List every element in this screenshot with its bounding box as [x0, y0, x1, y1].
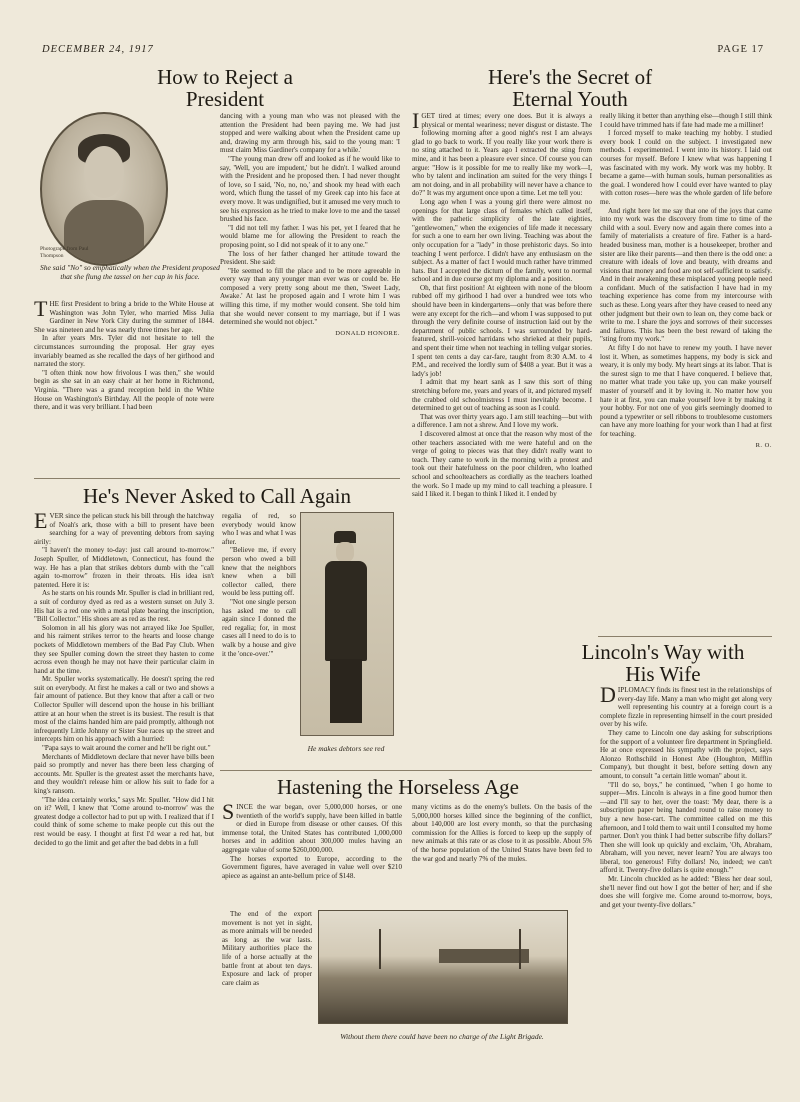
photo-credit: Photograph from Paul Thompson [40, 246, 89, 259]
paragraph: Solomon in all his glory was not arrayed like Joe Spuller, and his raiment strikes terror to the hearts and loose change pockets of Middletown members of the Bad Pay Club. When they see Spuller coming down the street they hasten to come across even though he may not have their particular claim in hand at the time. [34, 623, 214, 675]
bill-collector-photo [300, 512, 394, 736]
paragraph: "Believe me, if every person who owed a bill knew that the neighbors knew when a bill collector called, there would be less putting off. [222, 546, 296, 598]
section-divider [34, 478, 400, 479]
paragraph: Mr. Lincoln chuckled as he added: "Bless her dear soul, she'll never find out how I got the better of her; and if she does she will forgive me. Come around to-morrow, boys, and get your twenty-five dollars." [600, 875, 772, 909]
paragraph: IGET tired at times; every one does. But it is always a physical or mental weariness; never disgust or distaste. The following morning after a good night's rest I am always glad to go back to work. If you really like your work there is no sting attached to it. Years ago I extracted the sting from mine, and it has been a pleasure ever since. Of course you can argue: "How is it possible for me to really like my work—I, who by talent and inclination am suited for the very things I am not doing, and in all probability will never have a chance to do?" It was my argument once upon a time. Let me tell you: [412, 112, 592, 198]
section-divider [598, 636, 772, 637]
horse-column-1b [222, 910, 312, 1078]
paragraph: "Not one single person has asked me to call again since I donned the red regalia; for, in most cases all I need to do is to walk by a house and give it the 'once-over.'" [222, 597, 296, 658]
paragraph: I forced myself to make teaching my hobby. I studied every book I could on the subject. I investigated new methods. I experimented. I went into its history. I laid out courses for myself. Before I knew what was happening I was fascinated with my work. My work was my hobby. It became a game—with human souls, human personalities as the goal. I wondered how I could ever have wanted to play with cotton roses—here was the whole garden of life before me. [600, 129, 772, 206]
article-title-lincoln: Lincoln's Way with His Wife [581, 640, 745, 687]
reject-column-2 [220, 112, 400, 472]
article-title-called: He's Never Asked to Call Again [83, 484, 351, 508]
portrait-caption: She said "No" so emphatically when the President proposed that she flung the tassel on her cap in his face. [40, 263, 220, 281]
paragraph: "I'll do so, boys," he continued, "when I go home to supper—Mrs. Lincoln is always in a fine good humor then—and I'll say to her, over the toast: 'My dear, there is a subscription paper being handed round to raise money to buy a new hose-cart. The committee called on me this afternoon, and I told them to wait until I consulted my home partner. Don't you think I had better subscribe fifty dollars?' Then she will look up quickly and exclaim, 'Oh, Abraham, Abraham, will you never, never learn? You are always too liberal, too generous! Fifty dollars! No, indeed; we can't afford it. Twenty-five dollars is quite enough.'" [600, 780, 772, 875]
called-column-2 [222, 512, 296, 768]
horses-photo [318, 910, 568, 1024]
paragraph: "I did not tell my father. I was his pet, yet I feared that he would blame me for allowing the President to reach the proposing point, so I did not speak of it to any one." [220, 223, 400, 249]
paragraph: Oh, that first position! At eighteen with none of the bloom rubbed off my girlhood I had over a hundred wee tots who should have been in kindergartens—only that was before there were any except for the rich—and whom I was supposed to put through the very definite course of instruction laid out by the department of public schools. I was surrounded by hard-featured, shrill-voiced harridans who shrieked at their pupils, and spent their time when not teaching in telling vulgar stories. I spent ten cents a day car-fare, taught from 8:30 A.M. to 4 P.M., and received the lordly sum of $408 a year. But it was a lady's job! [412, 283, 592, 378]
secret-column-2 [600, 112, 772, 632]
paragraph: "I haven't the money to-day: just call around to-morrow." Joseph Spuller, of Middletown, Connecticut, has found the way. He has a plan that strikes debtors dumb with the "call again to-morrow" frozen in their throats. His idea isn't patented. Here it is: [34, 546, 214, 589]
section-divider [220, 770, 592, 771]
portrait-photo [40, 112, 168, 266]
called-column-1 [34, 512, 214, 1072]
paragraph: "Papa says to wait around the corner and he'll be right out." [42, 744, 211, 753]
pole-shape [519, 929, 521, 969]
paragraph: And right here let me say that one of the joys that came into my work was the discovery from time to time of the child with a soul. Every now and again there comes into a family of materialists a creature of fire. Father is a hard-headed business man, mother is a housekeeper, brother and sister are like their parents—and then there is the odd one: a creature with ideals of love and beauty, with dreams and visions that money and food are not self-sufficient to satisfy. And in their awakening these misplaced young people need a confidant. Much of the satisfaction I have had in my teaching experience has come from my intercourse with such as these. Long years after they have ceased to need any other judgment but their own to lean on, they come back or write to me. I share the joys and sorrows of their successes and failures. This has been the best reward of taking the "sting from my work." [600, 206, 772, 344]
paragraph: many victims as do the enemy's bullets. On the basis of the 5,000,000 horses killed since the beginning of the conflict, about 140,000 are lost every month, so that the purchasing commission for the Allies is forced to keep up the supply of new animals at this rate or as close to it as possible. About 5% of the horse population of the United States have been fed to the war god and nearly 7% of the mules. [412, 803, 592, 863]
paragraph: SINCE the war began, over 5,000,000 horses, or one twentieth of the world's supply, have been killed in battle or died in Europe from disease or other causes. Of this immense total, the United States has contributed 1,000,000 horses and in addition about 300,000 mules having an aggregate value of some $260,000,000. [222, 803, 402, 854]
paragraph: EVER since the pelican stuck his bill through the hatchway of Noah's ark, those with a bill to present have been searching for a way of preventing debtors from saying airily: [34, 512, 214, 546]
coat-shape [325, 561, 367, 661]
paragraph: really liking it better than anything else—though I still think I could have trimmed hats if fate had made me a milliner! [600, 112, 772, 129]
paragraph: The horses exported to Europe, according to the Government figures, have averaged in value well over $210 apiece as against an ante-bellum price of $148. [222, 854, 402, 880]
article-title-reject: How to Reject a President [157, 65, 293, 112]
portrait-face [84, 146, 124, 198]
signature: R. O. [755, 441, 772, 449]
head-shape [336, 542, 354, 562]
paragraph: Merchants of Middletown declare that never have bills been paid so promptly and never has there been less charging of accounts. Mr. Spuller is the greatest asset the merchants have, and they wouldn't release him or allow his suit to fade for a king's ransom. [34, 752, 214, 795]
secret-column-1 [412, 112, 592, 778]
paragraph: That was over thirty years ago. I am still teaching—but with a difference. I am not a shrew. And I love my work. [412, 412, 592, 430]
paragraph: dancing with a young man who was not pleased with the attention the President had been paying me. We had just stopped and were walking about when the President came up and, drawing my arm through his, said to the young man: 'I must claim Miss Gardiner's company for a while.' [220, 112, 400, 155]
paragraph: At fifty I do not have to renew my youth. I have never lost it. When, as sometimes happens, my body is sick and weary, it is only my body. My heart sings at its labor. That is the surest sign to me that I have conquered. I believe that, no matter what trade you take up, you can make yourself master of yourself and it by loving it. No matter how you hate it at first, you can make yourself love it by making it your hobby. For not one of you girls seemingly doomed to pound a typewriter or sell ribbons to troublesome customers can have any more loathing for your work than I had at first for teaching. [600, 344, 772, 438]
paragraph: "I often think now how frivolous I was then," she would begin as she sat in an easy chair at her home in Richmond, Virginia. "There was a grand reception held in the White House on Washington's Birthday. All the people of note were there, and it was very brilliant. I had been [34, 368, 214, 412]
paragraph: In after years Mrs. Tyler did not hesitate to tell the circumstances surrounding the proposal. Her gray eyes invariably beamed as she recalled the days of her girlhood and narrated the story. [34, 334, 214, 369]
paragraph: The loss of her father changed her attitude toward the President. She said: [220, 249, 400, 267]
paragraph: I admit that my heart sank as I saw this sort of thing stretching before me, years and years of it, and pictured myself the crabbed old schoolmistress I must inevitably become. I determined to get out of teaching as soon as I could. [412, 378, 592, 413]
article-title-secret: Here's the Secret of Eternal Youth [487, 65, 653, 112]
paragraph: "The idea certainly works," says Mr. Spuller. "How did I hit on it? Well, I knew that 'Come around to-morrow' was the greatest dodge a collector had to put up with. I realized that if I could think of some scheme to make people cut this out the rest would be easy. I thought at first I'd wear a red hat, but decided to go the limit and get after the bad debts in a full [34, 795, 214, 847]
paragraph: As he starts on his rounds Mr. Spuller is clad in brilliant red, a suit of corduroy dyed as red as a western sunset on July 3. His hat is a red one with a metal plate bearing the inscription, "Bill Collector." His shoes are as red as the rest. [34, 589, 214, 624]
paragraph: "He seemed to fill the place and to be more agreeable in every way than any younger man ever was or could be. He composed a very pretty song about me then, 'Sweet Lady, Awake.' At last he proposed again and I wrote him I was willing this time, if my mother would consent. She told him that she would never consent to my marriage, but if I was determined she would not object." [220, 266, 400, 327]
paragraph: They came to Lincoln one day asking for subscriptions for the support of a volunteer fire department in Springfield. He at once expressed his sympathy with the project, says Alonzo Rothschild in Honest Abe (Houghton, Mifflin Company), but thought it best, before setting down any amount, to consult "a certain little woman" about it. [600, 728, 772, 780]
paragraph: Long ago when I was a young girl there were almost no openings for that large class of females which called itself, with the pathetic simplicity of the late eighties, "gentlewomen," when the exigencies of life made it necessary for such a one to earn her own living. Teaching was about the only occupation for a "lady" in those prehistoric days. So into teaching I went perforce. I didn't have any enthusiasm on the subject. As a matter of fact I would much rather have trimmed hats. But I accepted the dictum of the family, went to normal school and in due course got my diploma and a position. [412, 197, 592, 284]
lincoln-column [600, 686, 772, 1071]
pole-shape [379, 929, 381, 969]
horse-column-2 [412, 803, 592, 908]
paragraph: regalia of red, so everybody would know who I was and what I was after. [222, 512, 296, 546]
page-number: PAGE 17 [717, 44, 764, 55]
collector-caption: He makes debtors see red [307, 744, 385, 753]
legs-shape [330, 659, 362, 723]
issue-date: DECEMBER 24, 1917 [42, 44, 154, 55]
paragraph: Mr. Spuller works systematically. He doesn't spring the red suit on everybody. At first he makes a call or two and shows a fair amount of patience. But they know that after a call or two Collector Spuller will descend upon the house in his brilliant attire at an hour when the street is its busiest. The result is that most of the claims handed him are paid promptly, although not infrequently Little Johnny or Sister Sue races up the street and intercepts him on his approach with a hurried: [34, 675, 214, 744]
signature: DONALD HONORE. [335, 329, 400, 337]
paragraph: I discovered almost at once that the reason why most of the other teachers associated with me were hateful and on the verge of going to pieces was that they didn't really want to teach. They came to work in the morning with a protest and took out their hatefulness on the poor children, who loathed school and schoolteachers as cordially as the teachers loathed the work. So I made up my mind to call teaching a pleasure. I said I liked it. I began to think I liked it. I ended by [412, 429, 592, 499]
reject-column-1 [34, 300, 214, 478]
article-title-horse: Hastening the Horseless Age [276, 775, 520, 799]
horse-column-1 [222, 803, 402, 907]
paragraph: The end of the export movement is not yet in sight, as more animals will be needed as long as the war lasts. Military authorities place the life of a horse actually at the battle front at about ten days. Exposure and lack of proper care claim as [222, 910, 312, 987]
paragraph: DIPLOMACY finds its finest test in the relationships of every-day life. Many a man who might get along very well representing his country at a foreign court is a complete fizzle in representing himself in the court presided over by his wife. [600, 686, 772, 729]
paragraph: "The young man drew off and looked as if he would like to say, 'Well, you are impudent,' but he didn't. I walked around with the President and he proposed then. I had never thought of love, so I said, 'No, no, no,' and shook my head with each word, which flung the tassel of my Greek cap into his face at every move. It was undignified, but it amused me very much to see his expression as he tried to make love to me and the tassel brushed his face. [220, 154, 400, 224]
horses-caption: Without them there could have been no charge of the Light Brigade. [340, 1032, 544, 1041]
shed-shape [439, 949, 529, 963]
paragraph: THE first President to bring a bride to the White House at Washington was John Tyler, who married Miss Julia Gardiner in New York City during the summer of 1844. She was nineteen and he was nearly three times her age. [34, 300, 214, 334]
